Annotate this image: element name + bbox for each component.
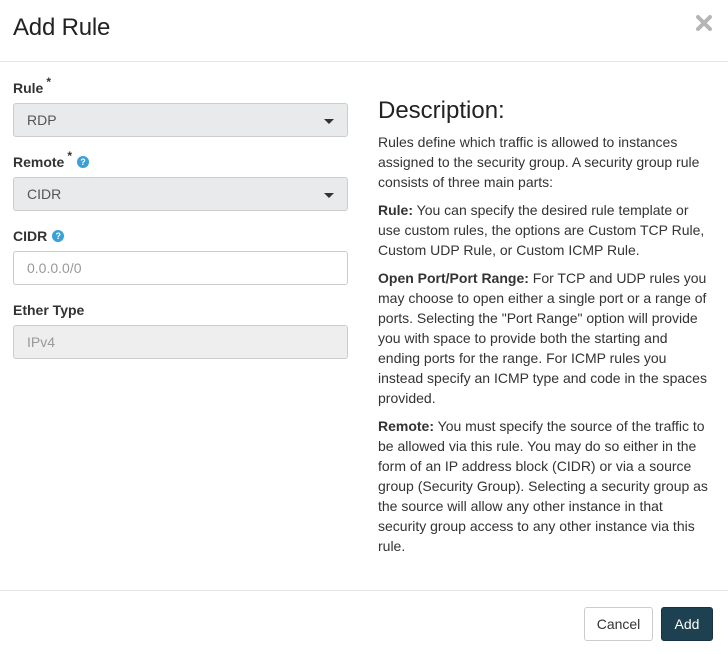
remote-select-value: CIDR: [27, 186, 62, 202]
cidr-label-text: CIDR: [13, 228, 48, 244]
remote-label: [13, 149, 89, 171]
dialog-title: Add Rule: [13, 14, 111, 41]
description-term: Open Port/Port Range:: [378, 270, 529, 286]
description-remote: [378, 416, 713, 556]
rule-label: [13, 75, 52, 97]
ether-type-field: [13, 325, 348, 359]
description-term: Remote:: [378, 418, 435, 434]
rule-select[interactable]: [13, 103, 348, 137]
description-rule: [378, 200, 713, 260]
help-icon[interactable]: ?: [52, 230, 64, 242]
description-term: Rule:: [378, 202, 413, 218]
dialog-header: [0, 0, 728, 62]
chevron-down-icon: [324, 119, 334, 124]
rule-select-value: RDP: [27, 112, 57, 128]
required-mark: *: [67, 149, 73, 163]
cancel-button[interactable]: Cancel: [584, 607, 653, 641]
add-button[interactable]: Add: [661, 607, 713, 641]
description-panel: [378, 96, 713, 556]
ether-type-value: IPv4: [27, 334, 56, 350]
cidr-input-placeholder: 0.0.0.0/0: [27, 260, 82, 276]
description-text: You must specify the source of the traffic to be allowed via this rule. You may do so either in the form of an IP address block (CIDR) or via a source group (Security Group). Selecting a security group as the source will allow any other instance in that security group access to any other instance via this rule.: [378, 418, 708, 554]
description-intro: Rules define which traffic is allowed to instances assigned to the security group. A security group rule consists of three main parts:: [378, 134, 700, 190]
chevron-down-icon: [324, 193, 334, 198]
close-button[interactable]: [695, 14, 713, 32]
description-title: Description:: [378, 97, 505, 124]
cidr-input[interactable]: [13, 251, 348, 285]
remote-select[interactable]: [13, 177, 348, 211]
description-text: For TCP and UDP rules you may choose to open either a single port or a range of ports. Selecting the "Port Range" option will provide you with space to provide both the starting and ending ports for the range. For ICMP rules you instead specify an ICMP type and code in the spaces provided.: [378, 270, 707, 406]
ether-type-label-text: Ether Type: [13, 302, 85, 318]
ether-type-label: [13, 301, 84, 319]
close-icon: [695, 14, 713, 32]
description-text: You can specify the desired rule template or use custom rules, the options are Custom TCP Rule, Custom UDP Rule, or Custom ICMP Rule.: [378, 202, 705, 258]
cidr-label: [13, 227, 64, 245]
dialog-footer: [0, 590, 728, 654]
rule-label-text: Rule: [13, 80, 44, 96]
description-port-range: [378, 268, 713, 408]
help-icon[interactable]: ?: [77, 156, 89, 168]
required-mark: *: [46, 75, 52, 89]
remote-label-text: Remote: [13, 154, 65, 170]
